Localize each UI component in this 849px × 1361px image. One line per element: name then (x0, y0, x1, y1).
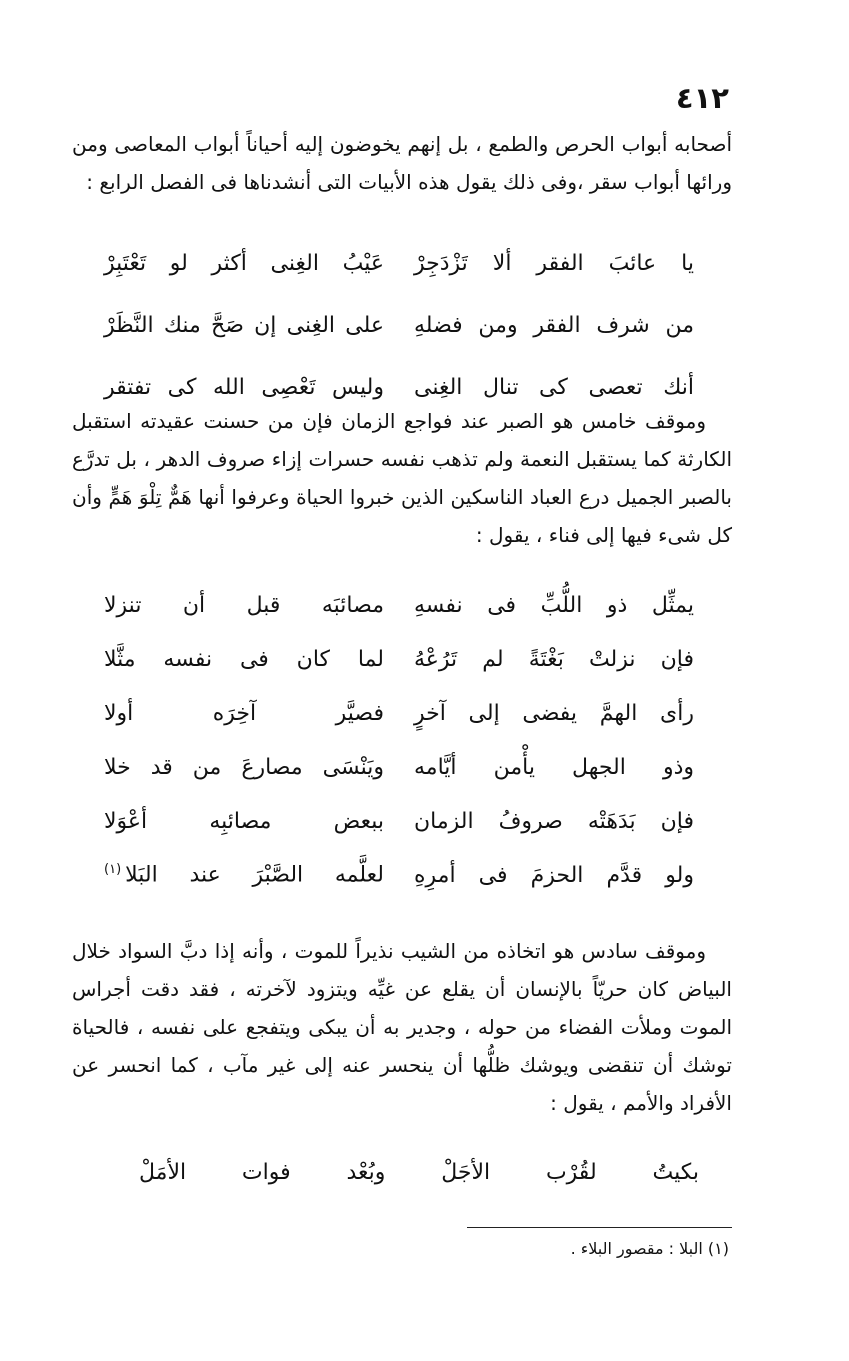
poem-2-verse (104, 740, 694, 794)
hemistich-second: ويَنْسَى مصارعَ من قد خلا (104, 754, 384, 780)
poem-2-verse (104, 794, 694, 848)
footnote: (١) البلا : مقصور البلاء . (570, 1239, 729, 1258)
poem-2 (104, 578, 694, 902)
hemistich-text: لعلَّمه الصَّبْرَ عند البَلا (125, 862, 384, 888)
poem-1 (104, 232, 694, 418)
hemistich-second: وليس تَعْصِى الله كى تفتقر (104, 374, 384, 400)
footnote-divider (467, 1227, 732, 1228)
poem-2-verse (104, 686, 694, 740)
hemistich-second: لما كان فى نفسه مثَّلا (104, 646, 384, 672)
hemistich-second: ببعض مصائبِه أعْوَلا (104, 808, 384, 834)
hemistich-first: من شرف الفقر ومن فضلهِ (414, 312, 694, 338)
footnote-marker: (١) (104, 862, 122, 878)
paragraph-2 (72, 402, 732, 554)
paragraph-2-text: وموقف خامس هو الصبر عند فواجع الزمان فإن من حسنت عقيدته استقبل الكارثة كما يستقبل النعمة ولم تذهب نفسه حسرات إزاء صروف الدهر ، بل تدرَّع بالصبر الجميل درع العباد الناسكين الذين خبروا الحياة وعرفوا أنها هَمٌّ تِلْوَ هَمٍّ وأن كل شىء فيها إلى فناء ، يقول : (72, 409, 732, 547)
hemistich-first: أنك تعصى كى تنال الغِنى (414, 374, 694, 400)
hemistich-first: ولو قدَّم الحزمَ فى أمرِهِ (414, 862, 694, 888)
hemistich-first: وذو الجهل يأْمن أيَّامه (414, 754, 694, 780)
poem-2-verse (104, 632, 694, 686)
hemistich-first: فإن بَدَهَتْه صروفُ الزمان (414, 808, 694, 834)
paragraph-3-text: وموقف سادس هو اتخاذه من الشيب نذيراً للموت ، وأنه إذا دبَّ السواد خلال البياض كان حريّاً بالإنسان أن يقلع عن غيِّه ويتزود لآخرته ، فقد دقت أجراس الموت وملأت الفضاء من حوله ، وجدير به أن يبكى ويتفجع على نفسه ، فالحياة توشك أن تنقضى ويوشك ظلُّها أن ينحسر عنه إلى غير مآب ، كما انحسر عن الأفراد والأمم ، يقول : (72, 939, 732, 1115)
hemistich-first: رأى الهمَّ يفضى إلى آخرٍ (414, 700, 694, 726)
hemistich-first: فإن نزلتْ بَغْتَةً لم تَرُعْهُ (414, 646, 694, 672)
hemistich-second: مصائبَه قبل أن تنزلا (104, 592, 384, 618)
verse-3: بكيتُ لقُرْب الأجَلْ وبُعْد فوات الأمَلْ (139, 1160, 699, 1185)
hemistich-first: يمثِّل ذو اللُّبِّ فى نفسهِ (414, 592, 694, 618)
hemistich-first: يا عائبَ الفقر ألا تَزْدَجِرْ (414, 250, 694, 276)
paragraph-1-text: أصحابه أبواب الحرص والطمع ، بل إنهم يخوضون إليه أحياناً أبواب المعاصى ومن ورائها أبواب سقر ،وفى ذلك يقول هذه الأبيات التى أنشدناها فى الفصل الرابع : (72, 132, 732, 194)
hemistich-second (104, 862, 384, 887)
paragraph-3 (72, 932, 732, 1122)
hemistich-second: فصيَّر آخِرَه أولا (104, 700, 384, 726)
hemistich-second: عَيْبُ الغِنى أكثر لو تَعْتَبِرْ (104, 250, 384, 276)
paragraph-1 (72, 125, 732, 201)
poem-1-verse (104, 232, 694, 294)
page-number: ٤١٢ (675, 81, 729, 115)
poem-2-verse (104, 848, 694, 902)
poem-1-verse (104, 294, 694, 356)
poem-2-verse (104, 578, 694, 632)
hemistich-second: على الغِنى إن صَحَّ منك النَّظَرْ (104, 312, 384, 338)
